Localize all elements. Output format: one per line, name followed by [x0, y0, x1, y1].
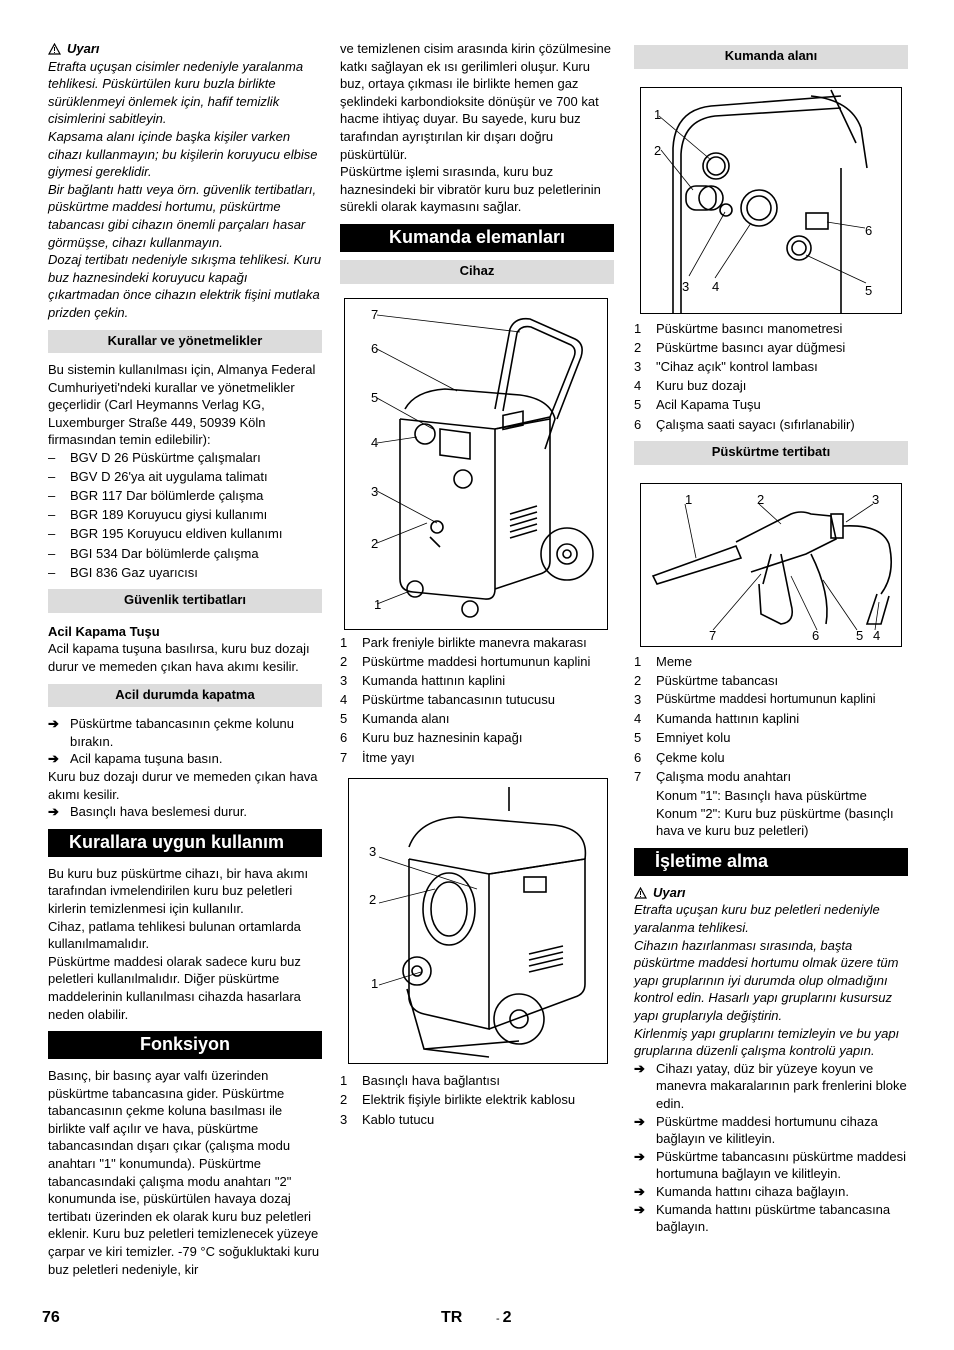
startup-heading: İşletime alma — [634, 848, 908, 876]
list-item: 1 Park freniyle birlikte manevra makarası — [340, 634, 587, 650]
warning-para: Kapsama alanı içinde başka kişiler varken cihazı kullanmayın; bu kişilerin koruyucu elbise giymesi gereklidir. — [48, 128, 318, 180]
callout-label: 4 — [371, 434, 379, 450]
language-code: TR — [441, 1309, 463, 1326]
section-separator: - — [496, 1313, 500, 1325]
callout-label: 6 — [371, 340, 379, 356]
step-item — [48, 715, 322, 750]
estop-title: Acil Kapama Tuşu — [48, 623, 160, 639]
page-number: 76 — [42, 1309, 60, 1326]
list-item: 6 Kuru buz haznesinin kapağı — [340, 730, 523, 746]
rear-list — [340, 1072, 614, 1128]
column-right — [634, 40, 908, 1236]
arrow-right-icon: ➔ — [634, 1113, 645, 1129]
callout-label: 1 — [685, 491, 693, 507]
intended-para: Bu kuru buz püskürtme cihazı, bir hava akımı tarafından ivmelendirilen kuru buz peletleri kirlerin temizlenmesi için kullanılır. — [48, 865, 309, 916]
rules-intro: Bu sistemin kullanılması için, Almanya Federal Cumhuriyeti'ndeki kurallar ve yönetmelikler geçerlidir (Carl Heymanns Verlag KG, Luxemburger Straße 449, 50939 Köln firmasından temin edilebilir): — [48, 362, 316, 448]
step-item — [48, 803, 322, 821]
emergency-text: Kuru buz dozajı durur ve memeden çıkan hava akımı kesilir. — [48, 768, 318, 802]
control-panel-figure — [640, 87, 902, 314]
callout-label: 7 — [709, 627, 717, 643]
step-item — [634, 1148, 908, 1183]
estop-text: Acil kapama tuşuna basılırsa, kuru buz dozajı durur ve memeden çıkan hava akımı kesilir. — [48, 641, 310, 674]
callout-label: 7 — [371, 306, 379, 322]
step-item — [634, 1113, 908, 1148]
step-text: Kumanda hattını püskürtme tabancasına bağlayın. — [656, 1201, 891, 1235]
gun-list — [634, 653, 908, 786]
gun-heading: Püskürtme tertibatı — [634, 441, 908, 465]
device-heading: Cihaz — [340, 260, 614, 284]
list-item: 2 Elektrik fişiyle birlikte elektrik kablosu — [340, 1092, 576, 1108]
callout-label: 4 — [873, 627, 881, 643]
callout-label: 1 — [654, 106, 662, 122]
list-item: – BGI 534 Dar bölümlerde çalışma — [48, 545, 322, 563]
list-item: – BGI 836 Gaz uyarıcısı — [48, 564, 322, 582]
step-item — [48, 750, 322, 768]
controls-heading: Kumanda elemanları — [340, 224, 614, 252]
list-item: 1 Meme — [634, 653, 693, 669]
step-text: Püskürtme tabancasını püskürtme maddesi hortumuna bağlayın ve kilitleyin. — [656, 1148, 907, 1182]
callout-label: 5 — [856, 627, 864, 643]
function-heading: Fonksiyon — [48, 1031, 322, 1059]
list-item: 6 Çekme kolu — [634, 749, 725, 765]
arrow-right-icon: ➔ — [634, 1148, 645, 1164]
list-item: 3 "Cihaz açık" kontrol lambası — [634, 358, 818, 374]
callout-label: 2 — [654, 142, 662, 158]
list-item: 6 Çalışma saati sayacı (sıfırlanabilir) — [634, 416, 855, 432]
blasting-gun-figure — [640, 483, 902, 647]
list-item: 3 Kablo tutucu — [340, 1111, 435, 1127]
callout-label: 3 — [872, 491, 880, 507]
callout-label: 3 — [369, 844, 377, 860]
panel-heading: Kumanda alanı — [634, 45, 908, 69]
intended-para: Püskürtme maddesi olarak sadece kuru buz peletleri kullanılmalıdır. Diğer püskürtme maddelerinin kullanılması cihazda hasarlara neden olabilir. — [48, 953, 301, 1022]
arrow-right-icon: ➔ — [48, 804, 59, 820]
list-item: 2 Püskürtme maddesi hortumunun kaplini — [340, 653, 591, 669]
rules-heading: Kurallar ve yönetmelikler — [48, 330, 322, 354]
callout-label: 6 — [865, 222, 873, 238]
callout-label: 3 — [682, 278, 690, 294]
warning-heading — [48, 40, 322, 58]
warning-para: Etrafta uçuşan cisimler nedeniyle yaralanma tehlikesi. Püskürtülen kuru buzla birlikte sürüklenmeyi önlemek için, hafif temizlik cisimlerini sabitleyin. — [48, 58, 304, 127]
device-rear-drawing — [349, 779, 607, 1063]
device-list — [340, 634, 614, 767]
warning-para: Dozaj tertibatı nedeniyle sıkışma tehlikesi. Kuru buz haznesindeki koruyucu kapağı çıkartmadan önce cihazın elektrik fişini mutlaka prizden çekin. — [48, 252, 322, 320]
list-item: 7 İtme yayı — [340, 749, 415, 765]
continued-text: ve temizlenen cisim arasında kirin çözülmesine katkı sağlayan ek ısı gerilimleri oluşur. Kuru buz, ortaya çıkması ile birlikte hemen gaz şeklindeki karbondioksite dönüşür ve 700 kat hacme ihtiyaç duyar. Bu sayede, kuru buz tarafından ayrıştırılan kir dışarı doğru püskürtülür. — [340, 41, 611, 162]
step-item — [634, 1201, 908, 1236]
list-item: – BGR 195 Koruyucu eldiven kullanımı — [48, 525, 322, 543]
warning-triangle-icon — [634, 887, 647, 899]
device-front-figure — [344, 298, 608, 630]
position-1-text: Konum "1": Basınçlı hava püskürtme — [656, 788, 867, 804]
list-item: – BGR 189 Koruyucu giysi kullanımı — [48, 506, 322, 524]
callout-label: 3 — [371, 483, 379, 499]
callout-label: 1 — [371, 976, 379, 992]
column-middle — [340, 40, 614, 1130]
callout-label: 5 — [865, 282, 873, 298]
warning-para: Kirlenmiş yapı gruplarını temizleyin ve bu yapı gruplarına düzenli çalışma kontrolü yapın. — [634, 1025, 900, 1059]
step-item — [634, 1060, 908, 1113]
list-item: 5 Kumanda alanı — [340, 711, 450, 727]
safety-heading: Güvenlik tertibatları — [48, 589, 322, 613]
warning-heading — [634, 884, 908, 902]
warning-para: Etrafta uçuşan kuru buz peletleri nedeniyle yaralanma tehlikesi. — [634, 902, 880, 935]
list-item: – BGV D 26'ya ait uygulama talimatı — [48, 468, 322, 486]
callout-label: 4 — [712, 278, 720, 294]
step-text: Acil kapama tuşuna basın. — [70, 751, 223, 767]
callout-label: 1 — [374, 596, 382, 612]
list-item: 1 Basınçlı hava bağlantısı — [340, 1073, 501, 1089]
arrow-right-icon: ➔ — [634, 1183, 645, 1199]
list-item: 1 Püskürtme basıncı manometresi — [634, 320, 843, 336]
warning-title: Uyarı — [67, 41, 100, 56]
device-rear-figure — [348, 778, 608, 1064]
intended-use-heading: Kurallara uygun kullanım — [48, 829, 322, 857]
list-item: 2 Püskürtme tabancası — [634, 672, 779, 688]
step-text: Püskürtme maddesi hortumunu cihaza bağlayın ve kilitleyin. — [656, 1113, 878, 1147]
list-item: 4 Püskürtme tabancasının tutucusu — [340, 692, 555, 708]
list-item: 4 Kumanda hattının kaplini — [634, 711, 800, 727]
arrow-right-icon: ➔ — [48, 751, 59, 767]
emergency-heading: Acil durumda kapatma — [48, 684, 322, 708]
step-text: Cihazı yatay, düz bir yüzeye koyun ve manevra makaralarının park frenlerini bloke edin. — [656, 1060, 907, 1111]
list-item: – BGV D 26 Püskürtme çalışmaları — [48, 449, 322, 467]
list-item: 3 Kumanda hattının kaplini — [340, 672, 506, 688]
arrow-right-icon: ➔ — [634, 1201, 645, 1217]
list-item: 3 Püskürtme maddesi hortumunun kaplini — [634, 692, 876, 708]
function-text: Basınç, bir basınç ayar valfı üzerinden püskürtme tabancasına gider. Püskürtme tabancasının çekme koluna basılması ile birlikte valf açılır ve hava, püskürtme tabancasından dışarı çıkar (çalışma modu anahtarı "1" konumunda). Püskürtme tabancasındaki çalışma modu anahtarı "2" konumunda ise, püskürtülen havaya dozaj tertibatı üzerinden ek olarak kuru buz peletleri eklenir. Kuru buz peletleri temizlenecek yüzeye çarpar ve kiri temizler. -79 °C soğukluktaki kuru buz peletleri nedeniyle, kir — [48, 1068, 320, 1277]
callout-label: 6 — [812, 627, 820, 643]
blasting-gun-drawing — [641, 484, 901, 646]
list-item: – BGR 117 Dar bölümlerde çalışma — [48, 487, 322, 505]
callout-label: 2 — [369, 892, 377, 908]
arrow-right-icon: ➔ — [48, 716, 59, 732]
step-item — [634, 1183, 908, 1201]
rules-list — [48, 449, 322, 581]
list-item: 5 Emniyet kolu — [634, 730, 731, 746]
arrow-right-icon: ➔ — [634, 1060, 645, 1076]
intended-para: Cihaz, patlama tehlikesi bulunan ortamlarda kullanılmamalıdır. — [48, 918, 301, 952]
warning-triangle-icon — [48, 43, 61, 55]
continued-text-2: Püskürtme işlemi sırasında, kuru buz haznesindeki bir vibratör kuru buz peletlerinin sürekli olarak kaymasını sağlar. — [340, 164, 601, 215]
panel-list — [634, 320, 908, 434]
column-left — [48, 40, 322, 1278]
callout-label: 2 — [757, 491, 765, 507]
list-item: 4 Kuru buz dozajı — [634, 378, 747, 394]
callout-label: 2 — [371, 535, 379, 551]
list-item: 2 Püskürtme basıncı ayar düğmesi — [634, 339, 846, 355]
control-panel-drawing — [641, 88, 901, 313]
position-2-text: Konum "2": Kuru buz püskürtme (basınçlı hava ve kuru buz peletleri) — [656, 805, 894, 839]
section-number — [496, 1309, 512, 1329]
list-item: 7 Çalışma modu anahtarı — [634, 768, 792, 784]
step-text: Basınçlı hava beslemesi durur. — [70, 804, 248, 820]
warning-para: Cihazın hazırlanması sırasında, başta püskürtme maddesi hortumu olmak üzere tüm yapı gruplarının iyi durumda olup olmadığını kontrol edin. Hasarlı yapı gruplarını kusursuz yapı gruplarıyla değiştirin. — [634, 937, 899, 1023]
callout-label: 5 — [371, 389, 379, 405]
device-front-drawing — [345, 299, 607, 629]
section-number-value: 2 — [502, 1309, 512, 1326]
warning-para: Bir bağlantı hattı veya örn. güvenlik tertibatları, püskürtme maddesi hortumu, püskürtme tabancası gibi cihazın önemli parçaları hasar görmüşse, cihazı kullanmayın. — [48, 181, 317, 250]
step-text: Kumanda hattını cihaza bağlayın. — [656, 1183, 849, 1199]
step-text: Püskürtme tabancasının çekme kolunu bırakın. — [70, 716, 295, 749]
list-item: 5 Acil Kapama Tuşu — [634, 397, 761, 413]
warning-title: Uyarı — [653, 884, 686, 900]
